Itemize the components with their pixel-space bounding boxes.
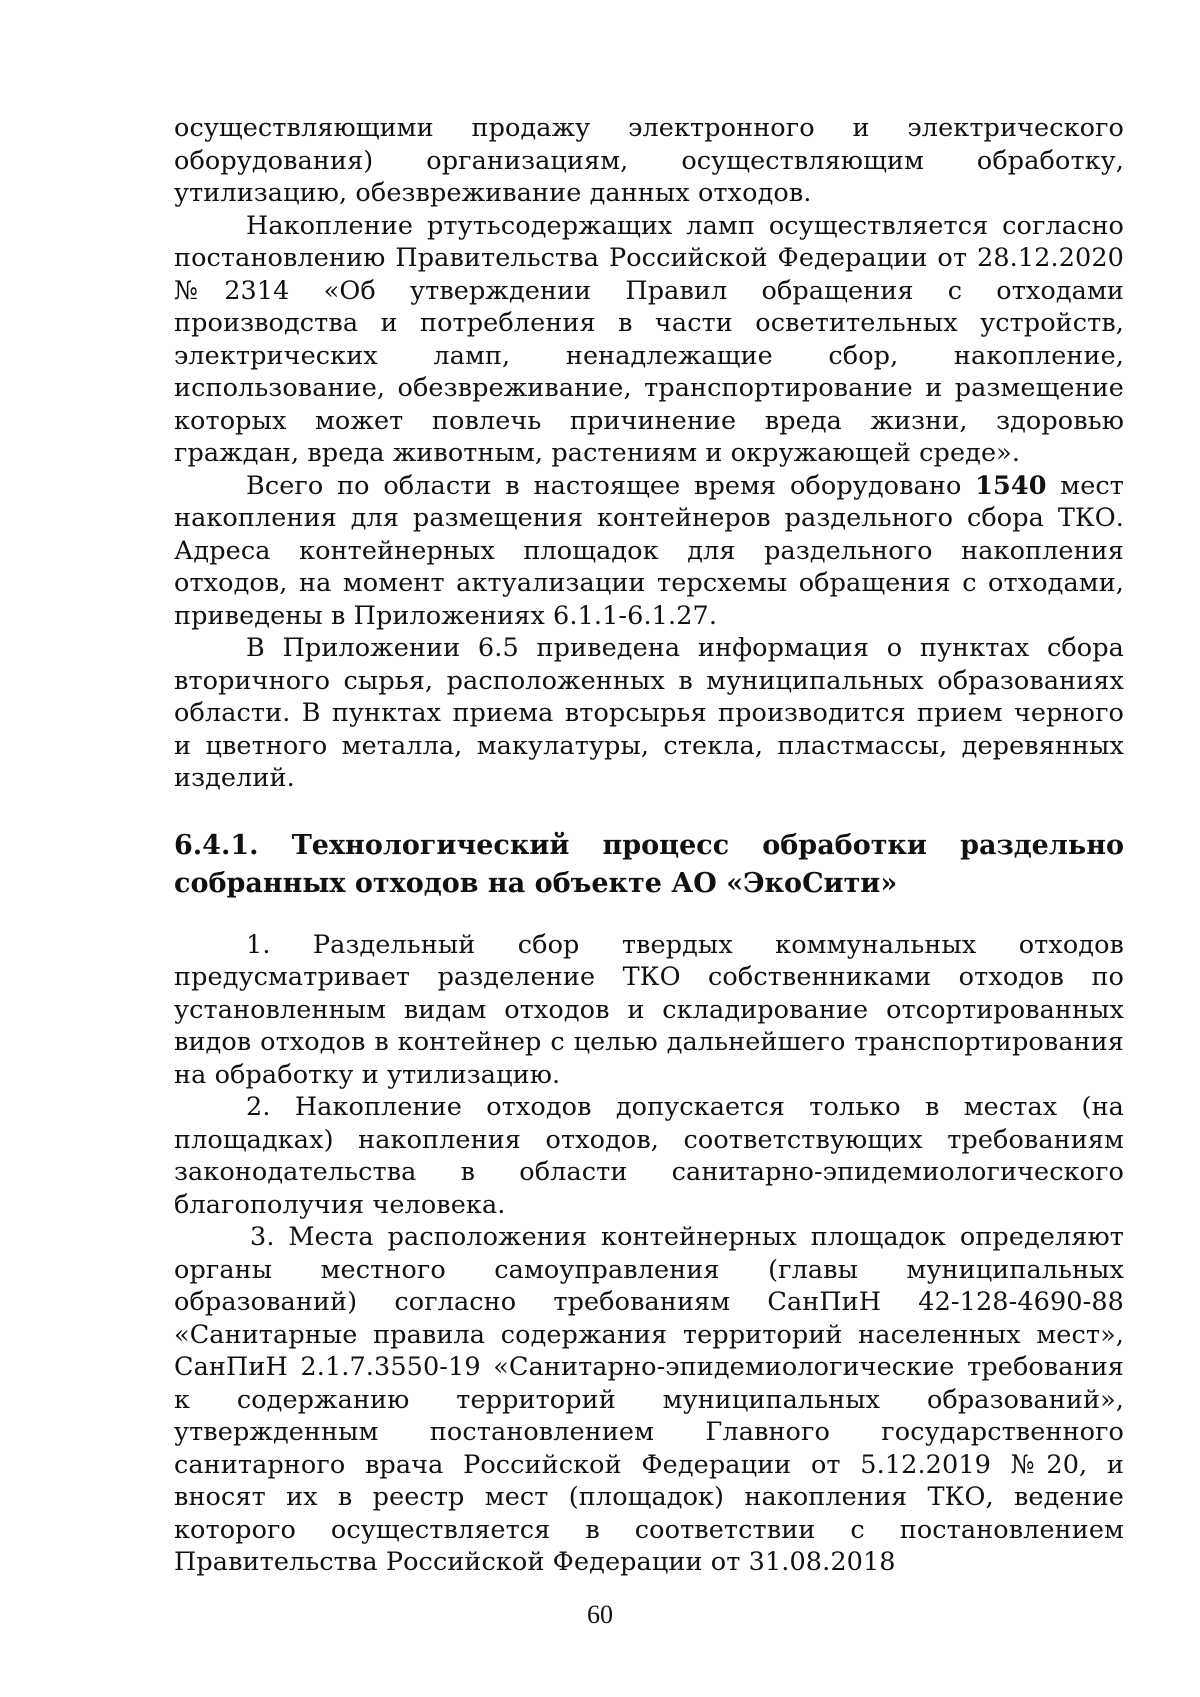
list-item-3: 3. Места расположения контейнерных площадок определяют органы местного самоуправления (главы муниципальных образований) согласно требованиям СанПиН 42-128-4690-88 «Санитарные правила содержания территорий населенных мест», СанПиН 2.1.7.3550-19 «Санитарно-эпидемиологические требования к содержанию территорий муниципальных образований», утвержденным постановлением Главного государственного санитарного врача Российской Федерации от 5.12.2019 №20, и вносят их в реестр мест (площадок) накопления ТКО, ведение которого осуществляется в соответствии с постановлением Правительства Российской Федерации от 31.08.2018 [174, 1222, 1124, 1577]
paragraph-continuation: осуществляющими продажу электронного и электрического оборудования) организациям, осуществляющим обработку, утилизацию, обезвреживание данных отходов. [174, 113, 1124, 208]
list-item-1: 1. Раздельный сбор твердых коммунальных отходов предусматривает разделение ТКО собственниками отходов по установленным видам отходов и складирование отсортированных видов отходов в контейнер с целью дальнейшего транспортирования на обработку и утилизацию. [174, 929, 1124, 1090]
paragraph-collection-points [174, 470, 1124, 633]
paragraph-recycling-points: В Приложении 6.5 приведена информация о пунктах сбора вторичного сырья, расположенных в муниципальных образованиях области. В пунктах приема вторсырья производится прием черного и цветного металла, макулатуры, стекла, пластмассы, деревянных изделий. [174, 633, 1124, 793]
paragraph-text-before: Всего по области в настоящее время оборудовано [246, 470, 976, 501]
paragraph-mercury-lamps: Накопление ртутьсодержащих ламп осуществляется согласно постановлению Правительства Российской Федерации от 28.12.2020 №2314 «Об утверждении Правил обращения с отходами производства и потребления в части осветительных устройств, электрических ламп, ненадлежащие сбор, накопление, использование, обезвреживание, транспортирование и размещение которых может повлечь причинение вреда жизни, здоровью граждан, вреда животным, растениям и окружающей среде». [174, 210, 1124, 468]
page-number: 60 [587, 1600, 613, 1629]
page-body [174, 112, 1124, 1579]
collection-points-count: 1540 [975, 470, 1047, 501]
paragraph-text-after: мест накопления для размещения контейнеров раздельного сбора ТКО. Адреса контейнерных площадок для раздельного накопления отходов, на момент актуализации терсхемы обращения с отходами, приведены в Приложениях 6.1.1-6.1.27. [174, 470, 1125, 631]
section-heading: 6.4.1. Технологический процесс обработки раздельно собранных отходов на объекте АО «ЭкоСити» [174, 829, 1124, 899]
list-item-2: 2. Накопление отходов допускается только в местах (на площадках) накопления отходов, соответствующих требованиям законодательства в области санитарно-эпидемиологического благополучия человека. [174, 1092, 1124, 1220]
